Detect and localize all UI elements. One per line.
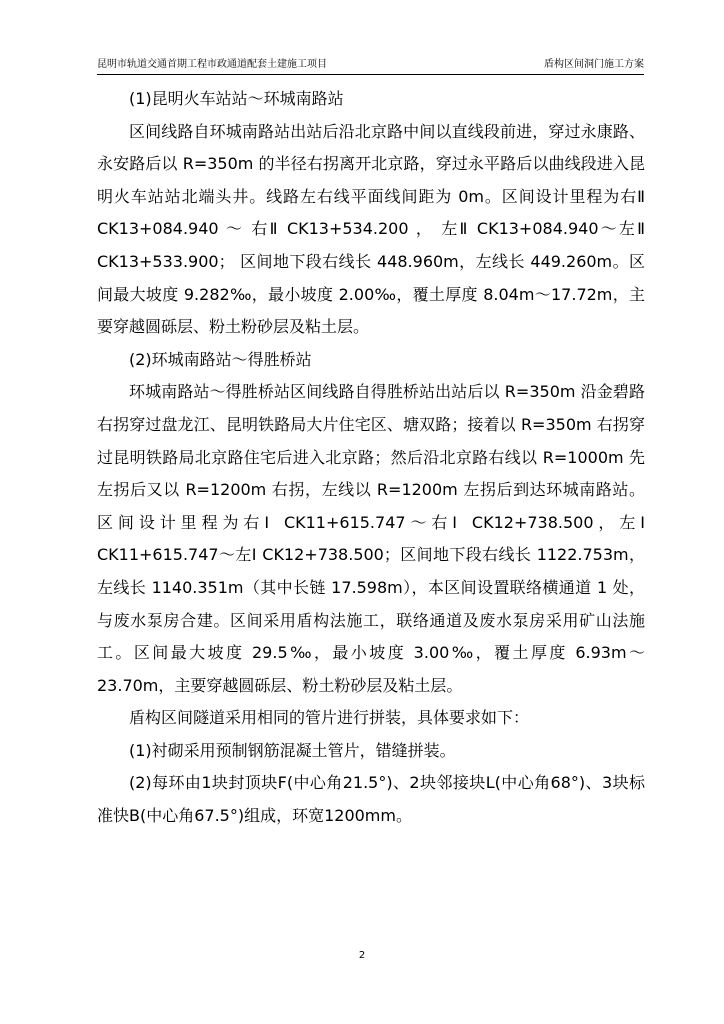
page-number: 2 <box>358 950 366 961</box>
header-project-title: 昆明市轨道交通首期工程市政通道配套土建施工项目 <box>97 59 327 70</box>
document-body <box>97 83 645 833</box>
requirement-item-1: (1)衬砌采用预制钢筋混凝土管片，错缝拼装。 <box>129 740 456 760</box>
section-paragraph-2: 环城南路站～得胜桥站区间线路自得胜桥站出站后以 R=350m 沿金碧路右拐穿过盘龙江、昆明铁路局大片住宅区、塘双路；接着以 R=350m 右拐穿过昆明铁路局北京路住宅后进入北京路；然后沿北京路右线以 R=1000m 先左拐后又以 R=1200m 右拐，左线以 R=1200m 左拐后到达环城南路站。区间设计里程为右Ⅰ CK11+615.747～右Ⅰ CK12+738.500，左Ⅰ CK11+615.747～左Ⅰ CK12+738.500；区间地下段右线长 1122.753m，左线长 1140.351m（其中长链 17.598m），本区间设置联络横通道 1 处，与废水泵房合建。区间采用盾构法施工，联络通道及废水泵房采用矿山法施工。区间最大坡度 29.5‰，最小坡度 3.00‰，覆土厚度 6.93m～23.70m，主要穿越圆砾层、粉土粉砂层及粘土层。 <box>97 382 645 695</box>
section-paragraph-1: 区间线路自环城南路站出站后沿北京路中间以直线段前进，穿过永康路、永安路后以 R=350m 的半径右拐离开北京路，穿过永平路后以曲线段进入昆明火车站站北端头井。线路左右线平面线间距为 0m。区间设计里程为右Ⅱ CK13+084.940 ～ 右Ⅱ CK13+534.200 ， 左Ⅱ CK13+084.940～左Ⅱ CK13+533.900； 区间地下段右线长 448.960m，左线长 449.260m。区间最大坡度 9.282‰，最小坡度 2.00‰，覆土厚度 8.04m～17.72m，主要穿越圆砾层、粉土粉砂层及粘土层。 <box>97 121 645 337</box>
header-document-title: 盾构区间洞门施工方案 <box>544 59 644 70</box>
requirements-intro: 盾构区间隧道采用相同的管片进行拼装，具体要求如下： <box>129 708 530 728</box>
section-heading-1: (1)昆明火车站站～环城南路站 <box>129 89 344 108</box>
running-header <box>97 56 644 75</box>
requirement-item-2: (2)每环由1块封顶块F(中心角21.5°)、2块邻接块L(中心角68°)、3块标准快B(中心角67.5°)组成，环宽1200mm。 <box>97 773 645 826</box>
section-heading-2: (2)环城南路站～得胜桥站 <box>129 349 312 369</box>
